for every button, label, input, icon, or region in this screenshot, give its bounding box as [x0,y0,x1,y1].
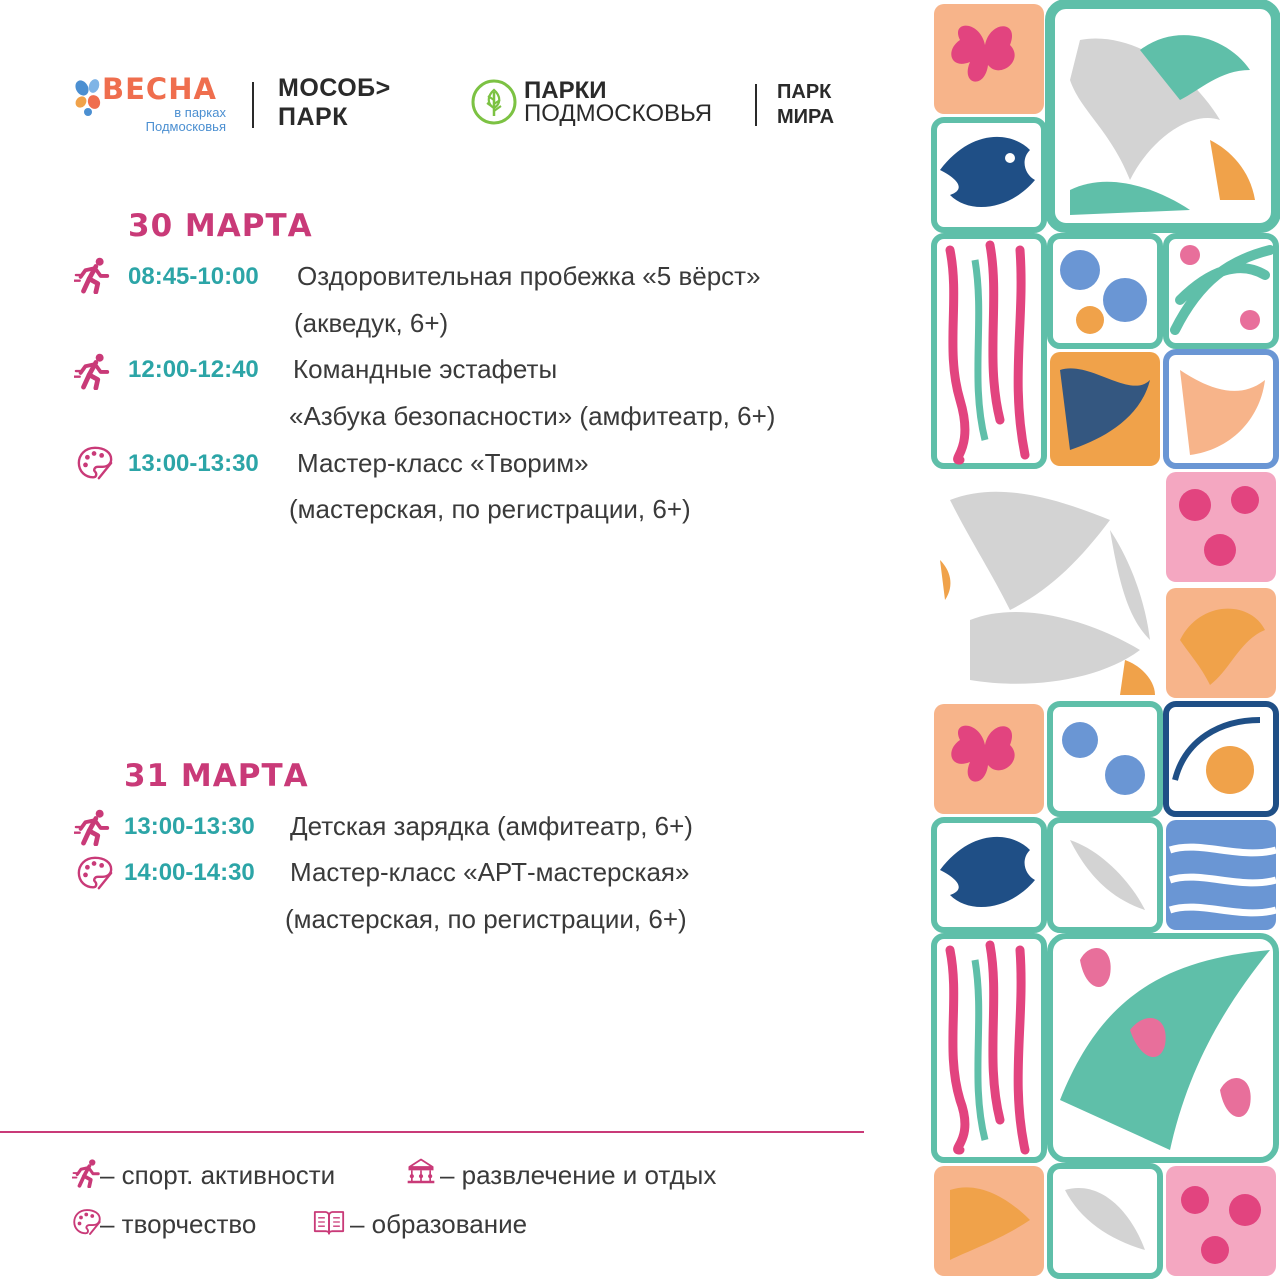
mosobpark-line-2: ПАРК [278,103,348,131]
event-details: (акведук, 6+) [294,308,449,338]
event-title: Детская зарядка (амфитеатр, 6+) [290,811,693,841]
running-icon [74,256,112,294]
legend-sport: – спорт. активности [100,1160,336,1190]
event-time: 14:00-14:30 [124,859,255,886]
event-time: 12:00-12:40 [128,356,259,383]
legend-entertainment: – развлечение и отдых [440,1160,717,1190]
event-title: Командные эстафеты [293,354,558,384]
palette-icon [70,1207,104,1237]
event-time: 13:00-13:30 [124,813,255,840]
vesna-subtitle-1: в парках [174,105,226,120]
mosobpark-line-1: МОСОБ> [278,74,391,102]
event-time: 08:45-10:00 [128,263,259,290]
event-details: (мастерская, по регистрации, 6+) [285,904,687,934]
flower-icon [72,76,106,116]
parki-line-2: ПОДМОСКОВЬЯ [524,100,713,127]
event-title: Мастер-класс «Творим» [297,448,589,478]
parki-podmoskovya-logo [470,78,740,128]
running-icon [70,1158,104,1188]
event-title: Мастер-класс «АРТ-мастерская» [290,857,690,887]
event-details: «Азбука безопасности» (амфитеатр, 6+) [289,401,776,431]
running-icon [74,352,112,390]
header-divider [755,84,757,126]
event-time: 13:00-13:30 [128,450,259,477]
parki-line-1: ПАРКИ [524,77,607,104]
legend-education: – образование [350,1209,528,1239]
day-title: 31 МАРТА [124,758,309,794]
vesna-title: ВЕСНА [102,72,217,106]
book-icon [312,1207,346,1237]
legend-divider [0,1131,864,1133]
legend-creativity: – творчество [100,1209,257,1239]
vesna-logo [72,72,232,132]
mosobpark-logo [278,74,391,132]
palette-icon [76,444,114,482]
park-mira-logo [777,80,834,130]
event-title: Оздоровительная пробежка «5 вёрст» [297,261,761,291]
leaf-emblem-icon [470,78,518,126]
header-divider [252,82,254,128]
day-title: 30 МАРТА [128,208,313,244]
palette-icon [76,854,114,892]
floral-mosaic-decoration [930,0,1280,1280]
carousel-icon [404,1157,438,1187]
running-icon [74,808,112,846]
event-details: (мастерская, по регистрации, 6+) [289,494,691,524]
vesna-subtitle-2: Подмосковья [145,119,226,134]
park-mira-line-2: МИРА [777,106,835,128]
park-mira-line-1: ПАРК [777,81,832,103]
